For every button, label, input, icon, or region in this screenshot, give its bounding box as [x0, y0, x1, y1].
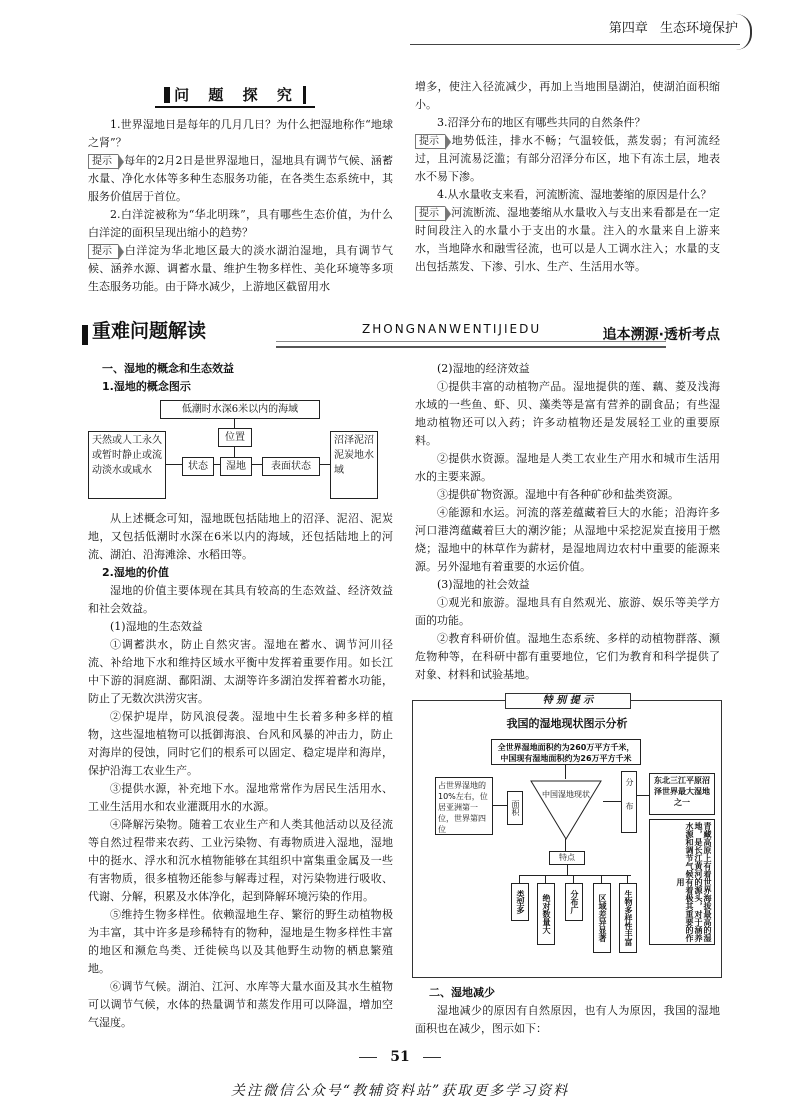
- diagram-position-box: 位置: [218, 428, 252, 447]
- paragraph: 湿地的价值主要体现在其具有较高的生态效益、经济效益和社会效益。: [88, 584, 393, 615]
- subsection-1-heading: 1.湿地的概念图示: [102, 380, 191, 393]
- main-left: [88, 360, 393, 1032]
- chart-connector: [603, 801, 621, 802]
- chart-right1-box: 东北三江平原沼泽世界最大湿地之一: [649, 773, 715, 815]
- diagram-top-box: 低潮时水深6米以内的海域: [160, 400, 320, 419]
- paragraph: ③提供矿物资源。湿地中有各种矿砂和盐类资源。: [437, 488, 679, 501]
- section-1-heading: 一、湿地的概念和生态效益: [102, 362, 234, 375]
- chart-connector: [567, 865, 568, 875]
- special-tip-box: [412, 695, 722, 978]
- chart-connector: [545, 875, 546, 883]
- question-2: 2.白洋淀被称为“华北明珠”，具有哪些生态价值，为什么白洋淀的面积呈现出缩小的趋势？: [88, 208, 393, 239]
- banner-title: 重难问题解读: [92, 320, 207, 342]
- chart-connector: [565, 839, 566, 851]
- chart-connector: [565, 765, 566, 779]
- paragraph: ④降解污染物。随着工农业生产和人类其他活动以及径流等自然过程带来农药、工业污染物、有毒物质进入湿地，湿地中的挺水、浮水和沉水植物能够在其组织中富集重金属及一些有害物质，很多植物还能参与解毒过程，对污染物进行吸收、代谢、分解，积累及水体净化，起到降解环境污染的作用。: [88, 818, 393, 903]
- section-banner: [82, 318, 720, 352]
- paragraph: 湿地减少的原因有自然原因，也有人为原因，我国的湿地面积也在减少，图示如下：: [415, 1004, 720, 1035]
- chart-connector: [637, 795, 649, 796]
- paragraph: ①提供丰富的动植物产品。湿地提供的莲、藕、菱及浅海水域的一些鱼、虾、贝、藻类等是富有营养的副食品；有些湿地动植物还可以入药；许多动植物还是发展轻工业的重要原料。: [415, 380, 720, 447]
- section-2: [415, 984, 720, 1038]
- wetland-concept-diagram: [88, 396, 393, 510]
- banner-subtitle: 追本溯源·透析考点: [602, 327, 720, 343]
- answer-3: 提示 地势低洼，排水不畅；气温较低，蒸发弱；有河流经过，且河流易泛滥；有部分沼泽分布区，地下有冻土层，地表水不易下渗。: [415, 134, 720, 183]
- question-3: 3.沼泽分布的地区有哪些共同的自然条件？: [437, 116, 646, 129]
- chart-connector: [601, 875, 602, 883]
- footer-note: 关注微信公众号“教辅资料站”获取更多学习资料: [230, 1083, 570, 1099]
- page-rule-left: [359, 1057, 377, 1058]
- answer-4: 提示 河流断流、湿地萎缩从水量收入与支出来看都是在一定时间段注入的水量小于支出的水量。注入的水量来自上游来水，当地降水和融雪径流，也可以是人工调水注入；水量的支出包括蒸发、下渗、引水、生产、生活用水等。: [415, 206, 720, 273]
- diagram-state-box: 状态: [182, 457, 214, 476]
- paragraph: ④能源和水运。河流的落差蕴藏着巨大的水能；沿海许多河口港湾蕴藏着巨大的潮汐能；从湿地中采挖泥炭直接用于燃烧；湿地中的林草作为薪材，是湿地周边农村中重要的能源来源。另外湿地有着重要的水运价值。: [415, 506, 720, 573]
- paragraph: ②提供水资源。湿地是人类工农业生产用水和城市生活用水的主要来源。: [415, 452, 720, 483]
- chapter-number: 第四章: [608, 21, 648, 36]
- page-number-row: [0, 1048, 800, 1066]
- diagram-right-box: 沼泽泥沼泥炭地水域: [330, 431, 378, 499]
- chart-connector: [519, 875, 631, 876]
- diagram-center-box: 湿地: [220, 457, 252, 476]
- chart-connector: [573, 875, 574, 883]
- paragraph: ①调蓄洪水，防止自然灾害。湿地在蓄水、调节河川径流、补给地下水和维持区域水平衡中发挥着重要作用。如长江中下游的洞庭湖、鄱阳湖、太湖等许多湖泊发挥着蓄水功能，防止了无数次洪涝灾害。: [88, 638, 393, 705]
- banner-pinyin: ZHONGNANWENTIJIEDU: [362, 322, 542, 336]
- chart-feature-item: 区域差异显著: [593, 883, 611, 953]
- tip-badge: 提示: [88, 154, 118, 169]
- explore-left: [88, 116, 393, 296]
- diagram-connector: [166, 464, 182, 465]
- paragraph: (1)湿地的生态效益: [110, 620, 203, 633]
- special-tip-tag: 特 别 提 示: [505, 693, 631, 709]
- page-header: [609, 20, 738, 38]
- chart-center-label: 中国湿地现状: [542, 790, 590, 799]
- special-tip-title: 我国的湿地现状图示分析: [506, 717, 628, 730]
- chart-connector: [493, 805, 507, 806]
- chart-top-box: 全世界湿地面积约为260万平方千米，中国现有湿地面积约为26万平方千米: [491, 739, 641, 765]
- page-number: 51: [390, 1049, 410, 1065]
- paragraph: ⑥调节气候。湖泊、江河、水库等大量水面及其水生植物可以调节气候，水体的热量调节和蒸发作用可以降温，增加空气湿度。: [88, 980, 393, 1029]
- chart-connector: [519, 875, 520, 883]
- paragraph: (3)湿地的社会效益: [437, 578, 530, 591]
- banner-mark-icon: [82, 325, 88, 345]
- chart-left-box: 占世界湿地的10%左右，位居亚洲第一位，世界第四位: [435, 777, 493, 835]
- paragraph: ③提供水源，补充地下水。湿地常常作为居民生活用水、工业生活用水和农业灌溉用水的水源。: [88, 782, 393, 813]
- main-right: [415, 360, 720, 684]
- tip-badge: 提示: [415, 206, 445, 221]
- explore-title: 问 题 探 究: [174, 86, 299, 104]
- question-1: 1.世界湿地日是每年的几月几日？为什么把湿地称作“地球之肾”？: [88, 118, 393, 149]
- diagram-connector: [252, 464, 262, 465]
- answer-1: 提示 每年的2月2日是世界湿地日，湿地具有调节气候、涵蓄水量、净化水体等多种生态服务功能，在各类生态系统中，其服务价值居于首位。: [88, 154, 393, 203]
- title-underline: [155, 106, 315, 108]
- title-bar-icon: [303, 86, 306, 104]
- header-rule: [410, 44, 740, 45]
- diagram-left-box: 天然或人工永久或暂时静止或流动淡水或咸水: [88, 431, 166, 499]
- tip-badge: 提示: [88, 244, 118, 259]
- chart-area-box: 面积: [507, 791, 523, 825]
- diagram-connector: [234, 418, 235, 428]
- banner-rule: [276, 346, 666, 348]
- subsection-2-heading: 2.湿地的价值: [102, 566, 169, 579]
- paragraph: 从上述概念可知，湿地既包括陆地上的沼泽、泥沼、泥炭地，又包括低潮时水深在6米以内的海域，还包括陆地上的河流、湖泊、沿海滩涂、水稻田等。: [88, 512, 393, 561]
- diagram-connector: [320, 464, 330, 465]
- chart-dist-box: 分布: [621, 771, 637, 833]
- paragraph: (2)湿地的经济效益: [437, 362, 530, 375]
- explore-right: [415, 78, 720, 276]
- chart-feature-item: 类型多: [511, 883, 529, 921]
- chart-connector: [627, 875, 628, 883]
- answer-2-continued: 增多，使注入径流减少，再加上当地围垦湖泊，使湖泊面积缩小。: [415, 80, 720, 111]
- paragraph: ⑤维持生物多样性。依赖湿地生存、繁衍的野生动植物极为丰富，其中许多是珍稀特有的物种，湿地是生物多样性丰富的地区和濒危鸟类、迁徙候鸟以及其他野生动物的栖息繁殖地。: [88, 908, 393, 975]
- chart-feature-item: 绝对数量大: [537, 883, 555, 945]
- paragraph: ②教育科研价值。湿地生态系统、多样的动植物群落、濒危物种等，在科研中都有重要地位，它们为教育和科学提供了对象、材料和试验基地。: [415, 632, 720, 681]
- question-4: 4.从水量收支来看，河流断流、湿地萎缩的原因是什么？: [437, 188, 712, 201]
- chart-right2-box: 青藏高原上有着世界海拔最高的湿地，是长江黄河的源头，对于涵养水源和调节气候有着极其重要的作用: [649, 819, 715, 945]
- chart-feature-item: 分布广: [565, 883, 583, 921]
- title-mark-icon: [164, 87, 170, 103]
- paragraph: ②保护堤岸，防风浪侵袭。湿地中生长着多种多样的植物，这些湿地植物可以抵御海浪、台风和风暴的冲击力，防止对海岸的侵蚀，同时它们的根系可以固定、稳定堤岸和海岸，保护沿海工农业生产。: [88, 710, 393, 777]
- diagram-surface-box: 表面状态: [262, 457, 320, 476]
- explore-title-box: [155, 86, 315, 114]
- answer-2: 提示 白洋淀为华北地区最大的淡水湖泊湿地，具有调节气候、涵养水源、调蓄水量、维护生物多样性、美化环境等多项生态服务功能。由于降水减少，上游地区截留用水: [88, 244, 393, 293]
- chart-feature-item: 生物多样性丰富: [619, 883, 637, 953]
- paragraph: ①观光和旅游。湿地具有自然观光、旅游、娱乐等美学方面的功能。: [415, 596, 720, 627]
- section-2-heading: 二、湿地减少: [429, 986, 495, 999]
- tip-badge: 提示: [415, 134, 445, 149]
- page-rule-right: [423, 1057, 441, 1058]
- chapter-title: 生态环境保护: [659, 21, 738, 36]
- chart-feature-box: 特点: [549, 851, 585, 865]
